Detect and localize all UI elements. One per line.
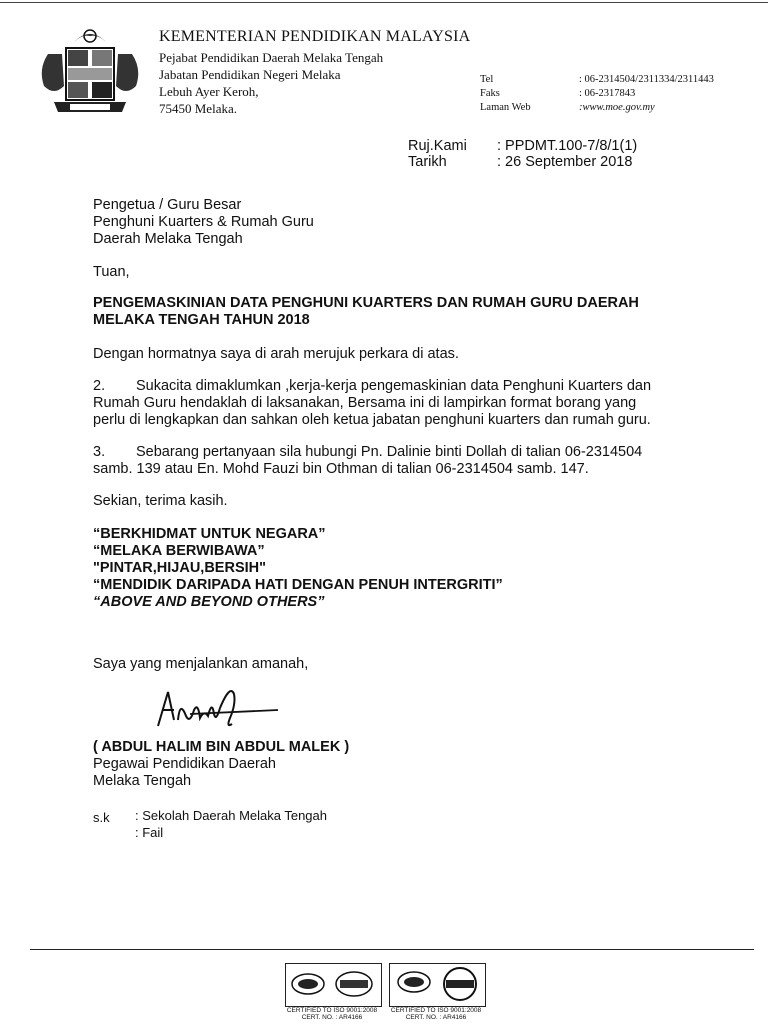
cert-caption: CERTIFIED TO ISO 9001:2008 [286, 1007, 378, 1014]
cc-item: : Fail [135, 825, 164, 840]
paragraph-3-line: samb. 139 atau En. Mohd Fauzi bin Othman di talian 06-2314504 samb. 147. [93, 461, 589, 477]
ref-label: Ruj.Kami [408, 138, 467, 154]
date-value: : 26 September 2018 [497, 154, 633, 170]
cert-number: CERT. NO. : AR4166 [405, 1014, 467, 1021]
slogan: “BERKHIDMAT UNTUK NEGARA” [93, 526, 326, 542]
paragraph-1: Dengan hormatnya saya di arah merujuk perkara di atas. [93, 346, 459, 362]
quality-system-logo [285, 963, 382, 1007]
recipient-line: Pengetua / Guru Besar [93, 197, 242, 213]
paragraph-3-line: Sebarang pertanyaan sila hubungi Pn. Dalinie binti Dollah di talian 06-2314504 [136, 444, 643, 460]
cert-number: CERT. NO. : AR4166 [301, 1014, 363, 1021]
cc-item: : Sekolah Daerah Melaka Tengah [135, 808, 327, 823]
tel-value: : 06-2314504/2311334/2311443 [579, 74, 714, 85]
closing: Sekian, terima kasih. [93, 493, 228, 509]
signoff-intro: Saya yang menjalankan amanah, [93, 656, 309, 672]
street-address: Lebuh Ayer Keroh, [159, 84, 259, 99]
cc-label: s.k [93, 810, 110, 825]
subject-line: MELAKA TENGAH TAHUN 2018 [93, 312, 310, 328]
subject-line: PENGEMASKINIAN DATA PENGHUNI KUARTERS DAN RUMAH GURU DAERAH [93, 295, 639, 311]
top-rule [0, 2, 768, 3]
signatory-title: Melaka Tengah [93, 773, 192, 789]
handwritten-signature [150, 680, 280, 740]
slogan: “MENDIDIK DARIPADA HATI DENGAN PENUH INTERGRITI” [93, 577, 503, 593]
paragraph-2-line: Rumah Guru hendaklah di laksanakan, Bersama ini di lampirkan format borang yang [93, 395, 637, 411]
website-value: :www.moe.gov.my [579, 102, 655, 113]
coat-of-arms-logo [34, 24, 146, 120]
paragraph-3-number: 3. [93, 444, 106, 460]
fax-value: : 06-2317843 [579, 88, 636, 99]
postcode-city: 75450 Melaka. [159, 101, 237, 116]
salutation: Tuan, [93, 264, 130, 280]
date-label: Tarikh [408, 154, 447, 170]
signatory-name: ( ABDUL HALIM BIN ABDUL MALEK ) [93, 739, 350, 755]
ref-value: : PPDMT.100-7/8/1(1) [497, 138, 638, 154]
recipient-line: Penghuni Kuarters & Rumah Guru [93, 214, 314, 230]
recipient-line: Daerah Melaka Tengah [93, 231, 243, 247]
office-name: Pejabat Pendidikan Daerah Melaka Tengah [159, 50, 384, 65]
slogan: “ABOVE AND BEYOND OTHERS” [93, 594, 325, 610]
slogan: “MELAKA BERWIBAWA” [93, 543, 265, 559]
paragraph-2-line: perlu di lengkapkan dan sahkan oleh ketua jabatan penghuni kuarters dan rumah guru. [93, 412, 651, 428]
paragraph-2-line: Sukacita dimaklumkan ,kerja-kerja pengemaskinian data Penghuni Kuarters dan [136, 378, 652, 394]
fax-label: Faks [480, 88, 500, 99]
cert-caption: CERTIFIED TO ISO 9001:2008 [390, 1007, 482, 1014]
iqnet-logo [389, 963, 486, 1007]
paragraph-2-number: 2. [93, 378, 106, 394]
department-name: Jabatan Pendidikan Negeri Melaka [159, 67, 341, 82]
signatory-title: Pegawai Pendidikan Daerah [93, 756, 276, 772]
website-label: Laman Web [480, 102, 531, 113]
tel-label: Tel [480, 74, 494, 85]
slogan: "PINTAR,HIJAU,BERSIH" [93, 560, 266, 576]
footer-rule [30, 949, 754, 950]
ministry-name: KEMENTERIAN PENDIDIKAN MALAYSIA [159, 28, 471, 45]
